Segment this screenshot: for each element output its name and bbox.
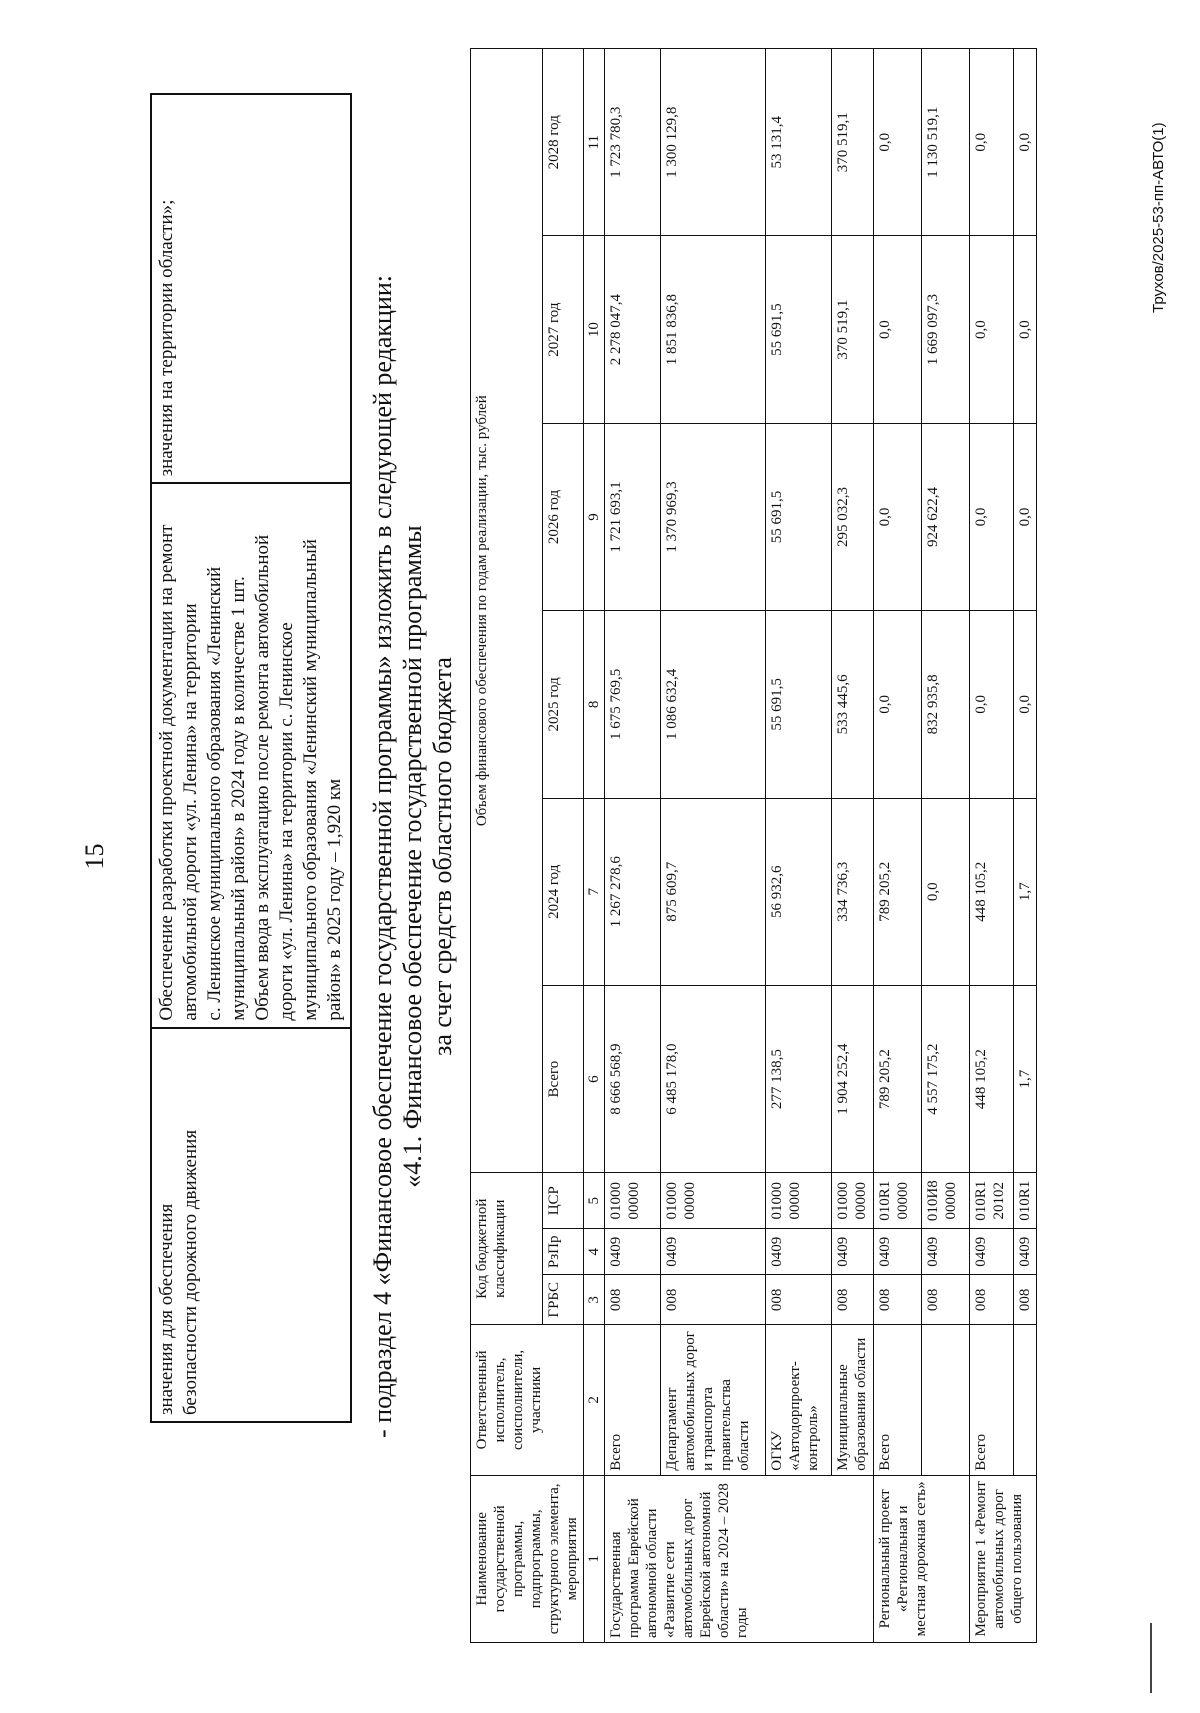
grbs-cell: 008 bbox=[832, 1275, 874, 1325]
column-number: 10 bbox=[584, 236, 605, 423]
total-cell: 1 904 252,4 bbox=[832, 985, 874, 1172]
y2024-cell: 56 932,6 bbox=[766, 798, 832, 985]
footer-doc-code: Трухов/2025-53-пп-АВТО(1) bbox=[1150, 122, 1167, 313]
cell-line: автомобильной дороги «ул. Ленина» на территории bbox=[180, 603, 201, 1021]
cell-line: с. Ленинское муниципального образования «Ленинский bbox=[204, 566, 225, 1021]
y2027-cell: 370 519,1 bbox=[832, 236, 874, 423]
y2027-cell: 0,0 bbox=[970, 236, 1014, 423]
grbs-cell: 008 bbox=[874, 1275, 922, 1325]
y2024-cell: 1 267 278,6 bbox=[605, 798, 661, 985]
column-number: 6 bbox=[584, 985, 605, 1172]
cell-line: дороги «ул. Ленина» на территории с. Ленинское bbox=[276, 622, 297, 1021]
program-name-cell: Региональный проект «Региональная и местная дорожная сеть» bbox=[874, 1475, 970, 1642]
column-number: 9 bbox=[584, 423, 605, 610]
intro-line: «4.1. Финансовое обеспечение государственной программы bbox=[398, 525, 427, 1188]
y2026-cell: 1 721 693,1 bbox=[605, 423, 661, 610]
responsible-cell: ОГКУ «Автодорпроект-контроль» bbox=[766, 1325, 832, 1476]
y2028-cell: 370 519,1 bbox=[832, 49, 874, 236]
y2028-cell: 1 300 129,8 bbox=[661, 49, 766, 236]
responsible-cell: Муниципальные образования области bbox=[832, 1325, 874, 1476]
total-cell: 6 485 178,0 bbox=[661, 985, 766, 1172]
csr-cell: 010R1 20102 bbox=[970, 1173, 1014, 1229]
col-header-grbs: ГРБС bbox=[543, 1275, 584, 1325]
y2027-cell: 1 669 097,3 bbox=[922, 236, 970, 423]
y2026-cell: 0,0 bbox=[1014, 423, 1037, 610]
y2027-cell: 0,0 bbox=[874, 236, 922, 423]
responsible-cell bbox=[1014, 1325, 1037, 1476]
total-cell: 448 105,2 bbox=[970, 985, 1014, 1172]
intro-line: - подраздел 4 «Финансовое обеспечение государственной программы» изложить в следующей редакции: bbox=[368, 275, 397, 1438]
column-number: 8 bbox=[584, 611, 605, 798]
rzpr-cell: 0409 bbox=[970, 1229, 1014, 1275]
col-header-csr: ЦСР bbox=[543, 1173, 584, 1229]
page-number: 15 bbox=[80, 843, 109, 870]
csr-cell: 01000 00000 bbox=[832, 1173, 874, 1229]
col-header-year: 2025 год bbox=[543, 611, 584, 798]
indicator-cell-2 bbox=[151, 483, 351, 1027]
column-number: 7 bbox=[584, 798, 605, 985]
y2027-cell: 2 278 047,4 bbox=[605, 236, 661, 423]
col-header-year: 2027 год bbox=[543, 236, 584, 423]
table-row bbox=[922, 49, 970, 1643]
cell-line: Объем ввода в эксплуатацию после ремонта автомобильной bbox=[252, 534, 273, 1021]
y2026-cell: 0,0 bbox=[970, 423, 1014, 610]
total-cell: 277 138,5 bbox=[766, 985, 832, 1172]
table-row bbox=[605, 49, 661, 1643]
indicator-table bbox=[150, 93, 352, 1423]
y2028-cell: 0,0 bbox=[1014, 49, 1037, 236]
rzpr-cell: 0409 bbox=[605, 1229, 661, 1275]
y2025-cell: 0,0 bbox=[970, 611, 1014, 798]
program-name-cell: Государственная программа Еврейской автономной области «Развитие сети автомобильных дорог Еврейской автономной области» на 2024 – 2028 годы bbox=[605, 1475, 874, 1642]
y2028-cell: 1 130 519,1 bbox=[922, 49, 970, 236]
indicator-cell-3 bbox=[151, 94, 351, 483]
table-row bbox=[832, 49, 874, 1643]
y2025-cell: 533 445,6 bbox=[832, 611, 874, 798]
scan-mark bbox=[1150, 1623, 1152, 1693]
col-header-year: 2024 год bbox=[543, 798, 584, 985]
program-name-cell: Мероприятие 1 «Ремонт автомобильных дорог общего пользования bbox=[970, 1475, 1037, 1642]
rzpr-cell: 0409 bbox=[922, 1229, 970, 1275]
col-header-code: Код бюджетной классификации bbox=[471, 1173, 543, 1325]
indicator-cell-1 bbox=[151, 1028, 351, 1422]
table-row bbox=[970, 49, 1014, 1643]
rzpr-cell: 0409 bbox=[832, 1229, 874, 1275]
section-intro bbox=[368, 40, 458, 1673]
y2024-cell: 789 205,2 bbox=[874, 798, 922, 985]
rzpr-cell: 0409 bbox=[661, 1229, 766, 1275]
col-header-rzpr: РзПр bbox=[543, 1229, 584, 1275]
total-cell: 4 557 175,2 bbox=[922, 985, 970, 1172]
col-header-total: Всего bbox=[543, 985, 584, 1172]
y2024-cell: 1,7 bbox=[1014, 798, 1037, 985]
responsible-cell: Департамент автомобильных дорог и транспорта правительства области bbox=[661, 1325, 766, 1476]
cell-line: безопасности дорожного движения bbox=[180, 1129, 201, 1415]
grbs-cell: 008 bbox=[970, 1275, 1014, 1325]
y2024-cell: 334 736,3 bbox=[832, 798, 874, 985]
column-number: 5 bbox=[584, 1173, 605, 1229]
rzpr-cell: 0409 bbox=[766, 1229, 832, 1275]
csr-cell: 010И8 00000 bbox=[922, 1173, 970, 1229]
col-header-volume: Объем финансового обеспечения по годам реализации, тыс. рублей bbox=[471, 49, 543, 1173]
grbs-cell: 008 bbox=[605, 1275, 661, 1325]
y2027-cell: 1 851 836,8 bbox=[661, 236, 766, 423]
y2027-cell: 0,0 bbox=[1014, 236, 1037, 423]
table-row bbox=[766, 49, 832, 1643]
csr-cell: 01000 00000 bbox=[766, 1173, 832, 1229]
grbs-cell: 008 bbox=[661, 1275, 766, 1325]
rzpr-cell: 0409 bbox=[1014, 1229, 1037, 1275]
finance-table-body bbox=[605, 49, 1037, 1643]
intro-line: за счет средств областного бюджета bbox=[428, 657, 457, 1056]
y2025-cell: 832 935,8 bbox=[922, 611, 970, 798]
responsible-cell: Всего bbox=[874, 1325, 922, 1476]
table-row bbox=[1014, 49, 1037, 1643]
finance-table bbox=[470, 48, 1037, 1643]
cell-line: Обеспечение разработки проектной документации на ремонт bbox=[156, 524, 177, 1021]
total-cell: 8 666 568,9 bbox=[605, 985, 661, 1172]
responsible-cell: Всего bbox=[605, 1325, 661, 1476]
cell-line: значения для обеспечения bbox=[156, 1203, 177, 1415]
y2026-cell: 1 370 969,3 bbox=[661, 423, 766, 610]
col-header-year: 2028 год bbox=[543, 49, 584, 236]
column-number: 3 bbox=[584, 1275, 605, 1325]
total-cell: 789 205,2 bbox=[874, 985, 922, 1172]
y2024-cell: 0,0 bbox=[922, 798, 970, 985]
column-number: 2 bbox=[584, 1325, 605, 1476]
csr-cell: 01000 00000 bbox=[605, 1173, 661, 1229]
cell-line: муниципальный район» в 2024 году в количестве 1 шт. bbox=[228, 576, 249, 1021]
y2028-cell: 0,0 bbox=[970, 49, 1014, 236]
y2028-cell: 53 131,4 bbox=[766, 49, 832, 236]
indicator-row bbox=[151, 94, 351, 1422]
y2026-cell: 0,0 bbox=[874, 423, 922, 610]
col-header-name: Наименование государственной программы, подпрограммы, структурного элемента, мероприятия bbox=[471, 1475, 584, 1642]
y2024-cell: 875 609,7 bbox=[661, 798, 766, 985]
y2026-cell: 295 032,3 bbox=[832, 423, 874, 610]
cell-line: муниципального образования «Ленинский муниципальный bbox=[300, 539, 321, 1021]
y2025-cell: 55 691,5 bbox=[766, 611, 832, 798]
y2024-cell: 448 105,2 bbox=[970, 798, 1014, 985]
column-number: 1 bbox=[584, 1475, 605, 1642]
y2025-cell: 1 086 632,4 bbox=[661, 611, 766, 798]
y2025-cell: 0,0 bbox=[874, 611, 922, 798]
grbs-cell: 008 bbox=[922, 1275, 970, 1325]
y2026-cell: 924 622,4 bbox=[922, 423, 970, 610]
y2026-cell: 55 691,5 bbox=[766, 423, 832, 610]
column-number: 11 bbox=[584, 49, 605, 236]
column-number: 4 bbox=[584, 1229, 605, 1275]
col-header-year: 2026 год bbox=[543, 423, 584, 610]
grbs-cell: 008 bbox=[1014, 1275, 1037, 1325]
y2027-cell: 55 691,5 bbox=[766, 236, 832, 423]
total-cell: 1,7 bbox=[1014, 985, 1037, 1172]
csr-cell: 010R1 bbox=[1014, 1173, 1037, 1229]
column-number-row bbox=[584, 49, 605, 1643]
y2025-cell: 1 675 769,5 bbox=[605, 611, 661, 798]
col-header-resp: Ответственный исполнитель, соисполнители, участники bbox=[471, 1325, 584, 1476]
y2025-cell: 0,0 bbox=[1014, 611, 1037, 798]
table-row bbox=[874, 49, 922, 1643]
cell-line: район» в 2025 году – 1,920 км bbox=[324, 778, 345, 1021]
y2028-cell: 0,0 bbox=[874, 49, 922, 236]
cell-line: значения на территории области»; bbox=[156, 199, 177, 477]
responsible-cell: Всего bbox=[970, 1325, 1014, 1476]
table-row bbox=[661, 49, 766, 1643]
csr-cell: 010R1 00000 bbox=[874, 1173, 922, 1229]
csr-cell: 01000 00000 bbox=[661, 1173, 766, 1229]
rzpr-cell: 0409 bbox=[874, 1229, 922, 1275]
header-row bbox=[471, 49, 543, 1643]
grbs-cell: 008 bbox=[766, 1275, 832, 1325]
responsible-cell bbox=[922, 1325, 970, 1476]
y2028-cell: 1 723 780,3 bbox=[605, 49, 661, 236]
